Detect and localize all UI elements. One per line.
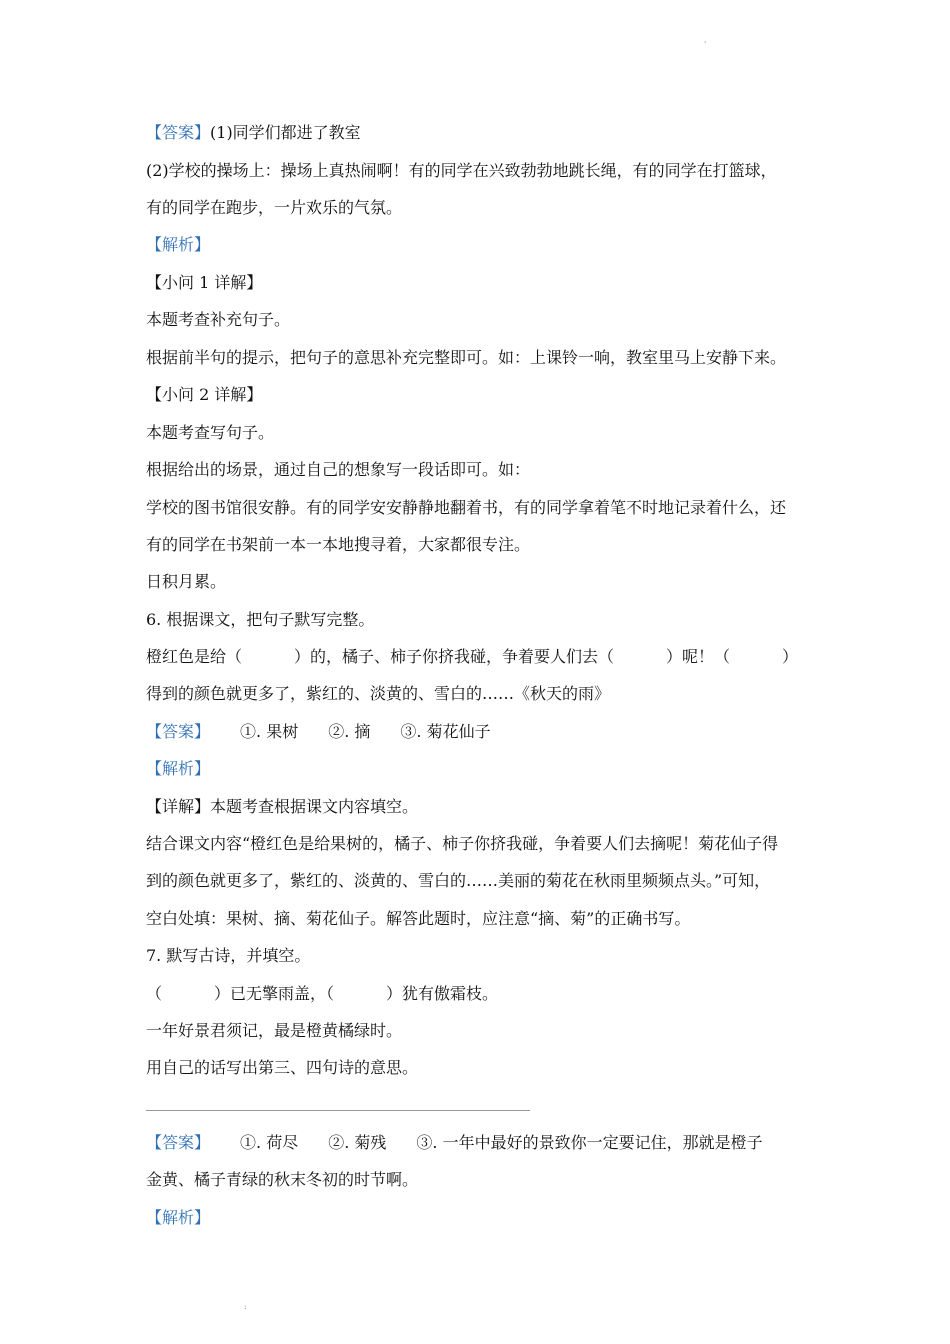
- q6-text-part-d: ）: [782, 647, 799, 666]
- subquestion-2-line-2: 根据给出的场景，通过自己的想象写一段话即可。如：: [146, 460, 531, 479]
- answer-1-text: (1)同学们都进了教室: [210, 123, 361, 142]
- analysis-tag: 【解析】: [146, 1208, 211, 1227]
- q6-text-part-b: ）的，橘子、柿子你挤我碰，争着要人们去（: [294, 647, 615, 666]
- question-7-prompt: 用自己的话写出第三、四句诗的意思。: [146, 1058, 419, 1077]
- scan-speck: :: [244, 1302, 247, 1311]
- question-6-detail: [146, 796, 826, 818]
- subquestion-2-line-5: 日积月累。: [146, 572, 227, 591]
- question-6-explanation-1: 结合课文内容“橙红色是给果树的，橘子、柿子你挤我碰，争着要人们去摘呢！菊花仙子得: [146, 834, 779, 853]
- question-7-title: 7. 默写古诗，并填空。: [146, 946, 311, 965]
- question-6-title: 6. 根据课文，把句子默写完整。: [146, 610, 375, 629]
- q7-text-part-a: （: [146, 984, 163, 1003]
- subquestion-2-line-4: 有的同学在书架前一本一本地搜寻着，大家都很专注。: [146, 535, 531, 554]
- q6-text-part-c: ）呢！（: [666, 647, 731, 666]
- question-6-sentence-1: [146, 646, 826, 668]
- answer-item-3: ③. 菊花仙子: [400, 722, 491, 741]
- answer-item-3: ③. 一年中最好的景致你一定要记住，那就是橙子: [416, 1133, 763, 1152]
- answer-1-line: [146, 122, 826, 144]
- subquestion-2-heading: 【小问 2 详解】: [146, 385, 263, 404]
- q7-text-part-b: ）已无擎雨盖，（: [214, 984, 335, 1003]
- subquestion-2-line-3: 学校的图书馆很安静。有的同学安安静静地翻着书，有的同学拿着笔不时地记录着什么，还: [146, 498, 787, 517]
- question-6-answer: [146, 721, 826, 743]
- scan-speck: ': [704, 40, 707, 49]
- answer-item-2: ②. 摘: [328, 722, 371, 741]
- answer-rule-line: [146, 1110, 530, 1111]
- answer-2-line-2: 有的同学在跑步，一片欢乐的气氛。: [146, 198, 403, 217]
- question-6-explanation-3: 空白处填：果树、摘、菊花仙子。解答此题时，应注意“摘、菊”的正确书写。: [146, 909, 691, 928]
- question-7-poem-line-1: [146, 983, 826, 1005]
- question-7-poem-line-2: 一年好景君须记，最是橙黄橘绿时。: [146, 1021, 403, 1040]
- detail-tag: 【详解】: [146, 797, 211, 816]
- question-6-explanation-2: 到的颜色就更多了，紫红的、淡黄的、雪白的……美丽的菊花在秋雨里频频点头。”可知，: [146, 871, 771, 890]
- analysis-tag: 【解析】: [146, 235, 211, 254]
- q6-text-part-a: 橙红色是给（: [146, 647, 243, 666]
- answer-tag: 【答案】: [146, 722, 211, 741]
- q7-text-part-c: ）犹有傲霜枝。: [386, 984, 499, 1003]
- answer-tag: 【答案】: [146, 123, 211, 142]
- question-7-answer: [146, 1132, 826, 1154]
- answer-2-line-1: (2)学校的操场上：操场上真热闹啊！有的同学在兴致勃勃地跳长绳，有的同学在打篮球，: [146, 161, 777, 180]
- subquestion-1-line-2: 根据前半句的提示，把句子的意思补充完整即可。如：上课铃一响，教室里马上安静下来。: [146, 348, 787, 367]
- answer-tag: 【答案】: [146, 1133, 211, 1152]
- analysis-tag: 【解析】: [146, 759, 211, 778]
- answer-item-1: ①. 果树: [240, 722, 299, 741]
- subquestion-2-line-1: 本题考查写句子。: [146, 423, 275, 442]
- detail-text: 本题考查根据课文内容填空。: [210, 797, 419, 816]
- answer-item-1: ①. 荷尽: [240, 1133, 299, 1152]
- answer-item-2: ②. 菊残: [328, 1133, 387, 1152]
- subquestion-1-line-1: 本题考查补充句子。: [146, 310, 291, 329]
- question-7-answer-cont: 金黄、橘子青绿的秋末冬初的时节啊。: [146, 1170, 419, 1189]
- subquestion-1-heading: 【小问 1 详解】: [146, 273, 263, 292]
- question-6-sentence-2: 得到的颜色就更多了，紫红的、淡黄的、雪白的……《秋天的雨》: [146, 684, 611, 703]
